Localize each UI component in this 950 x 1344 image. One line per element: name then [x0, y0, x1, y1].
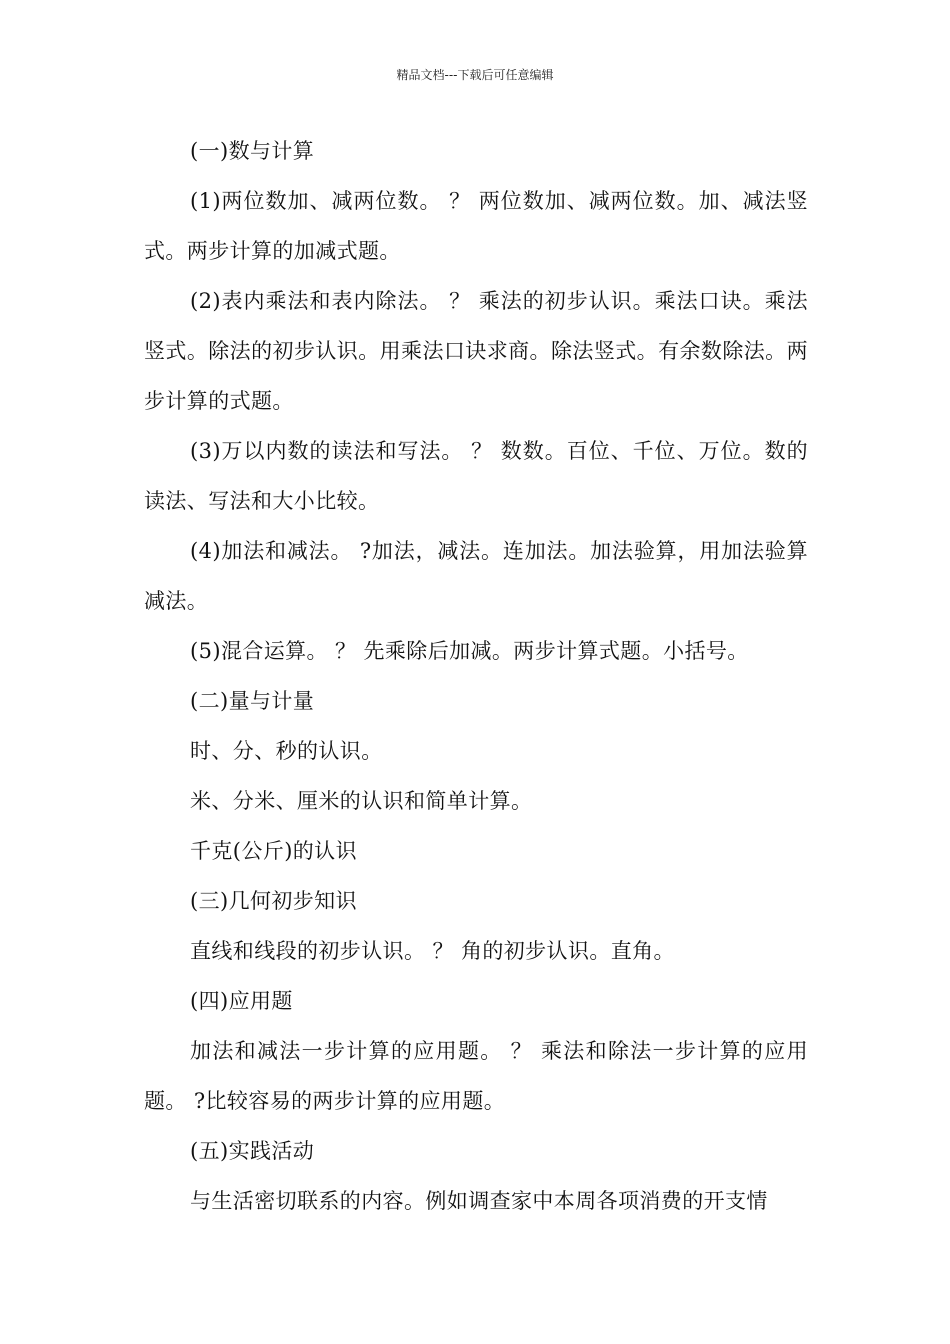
heading-practice: (五)实践活动	[190, 1139, 315, 1163]
paragraph: 千克(公斤)的认识	[190, 839, 357, 863]
paragraph: 直线和线段的初步认识。 ？ 角的初步认识。直角。	[190, 939, 675, 963]
page-header: 精品文档---下载后可任意编辑	[396, 68, 554, 82]
paragraph: (2)表内乘法和表内除法。 ？ 乘法的初步认识。乘法口诀。乘法竖式。除法的初步认识。用乘法口诀求商。除法竖式。有余数除法。两步计算的式题。	[144, 289, 808, 413]
heading-measurement: (二)量与计量	[190, 689, 315, 713]
heading-numbers-calculation: (一)数与计算	[190, 139, 315, 163]
paragraph: 时、分、秒的认识。	[190, 739, 383, 763]
document-body	[144, 126, 808, 1226]
paragraph: 与生活密切联系的内容。例如调查家中本周各项消费的开支情	[190, 1189, 768, 1213]
heading-word-problems: (四)应用题	[190, 989, 293, 1013]
paragraph: (5)混合运算。 ？ 先乘除后加减。两步计算式题。小括号。	[190, 639, 749, 663]
paragraph: 米、分米、厘米的认识和简单计算。	[190, 789, 533, 813]
paragraph: (3)万以内数的读法和写法。 ？ 数数。百位、千位、万位。数的读法、写法和大小比较。	[144, 439, 808, 513]
paragraph: (4)加法和减法。 ?加法，减法。连加法。加法验算，用加法验算减法。	[144, 539, 808, 613]
paragraph: 加法和减法一步计算的应用题。 ？ 乘法和除法一步计算的应用题。 ?比较容易的两步计算的应用题。	[144, 1039, 808, 1113]
heading-geometry: (三)几何初步知识	[190, 889, 357, 913]
paragraph: (1)两位数加、减两位数。 ？ 两位数加、减两位数。加、减法竖式。两步计算的加减式题。	[144, 189, 808, 263]
